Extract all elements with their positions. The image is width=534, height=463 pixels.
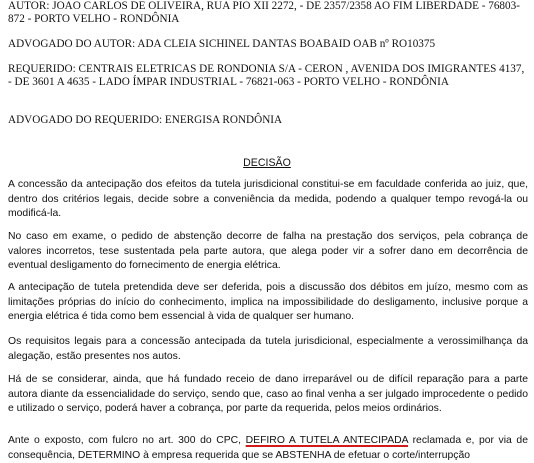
decision-title: DECISÃO xyxy=(243,157,291,169)
deferral-highlight: DEFIRO A TUTELA ANTECIPADA xyxy=(245,435,408,446)
final-text-before: Ante o exposto, com fulcro no art. 300 do CPC, xyxy=(8,435,242,446)
paragraph-2: No caso em exame, o pedido de abstenção decorre de falha na prestação dos serviços, pela cobrança de valores incorretos, tese sustentada pela parte autora, que alega poder vir a sofrer dano em decorrência de eventual desligamento do fornecimento de energia elétrica. xyxy=(8,231,528,272)
final-text-after: reclamada e, por via de consequência, DETERMINO à empresa requerida que se ABSTENHA de efetuar o corte/interrupção xyxy=(8,435,528,461)
advogado-requerido-line: ADVOGADO DO REQUERIDO: ENERGISA RONDÔNIA xyxy=(8,114,283,126)
paragraph-1: A concessão da antecipação dos efeitos da tutela jurisdicional constitui-se em faculdade conferida ao juiz, que, dentro dos critérios legais, decide sobre a conveniência da medida, podendo a qualquer tempo revogá-la ou modificá-la. xyxy=(8,179,528,220)
paragraph-5: Há de se considerar, ainda, que há fundado receio de dano irreparável ou de difícil reparação para a parte autora diante da essencialidade do serviço, sendo que, caso ao final venha a ser julgado improcedente o pedido e utilizado o serviço, poderá haver a cobrança, por parte da requerida, pelos meios ordinários. xyxy=(8,374,528,415)
final-paragraph xyxy=(8,434,528,463)
paragraph-4: Os requisitos legais para a concessão antecipada da tutela jurisdicional, especialmente a verossimilhança da alegação, estão presentes nos autos. xyxy=(8,336,528,362)
requerido-line: REQUERIDO: CENTRAIS ELETRICAS DE RONDONIA S/A - CERON , AVENIDA DOS IMIGRANTES 4137, - DE 3601 A 4635 - LADO ÍMPAR INDUSTRIAL - 76821-063 - PORTO VELHO - RONDÔNIA xyxy=(8,63,525,88)
paragraph-3: A antecipação de tutela pretendida deve ser deferida, pois a discussão dos débitos em juízo, mesmo com as limitações próprias do início do conhecimento, implica na impossibilidade do desligamento, inclusive porque a energia elétrica é tida como bem essencial à vida de qualquer ser humano. xyxy=(8,282,528,323)
advogado-autor-line: ADVOGADO DO AUTOR: ADA CLEIA SICHINEL DANTAS BOABAID OAB nº RO10375 xyxy=(8,38,436,50)
autor-line: AUTOR: JOAO CARLOS DE OLIVEIRA, RUA PIO XII 2272, - DE 2357/2358 AO FIM LIBERDADE - 76803-872 - PORTO VELHO - RONDÔNIA xyxy=(8,0,520,25)
